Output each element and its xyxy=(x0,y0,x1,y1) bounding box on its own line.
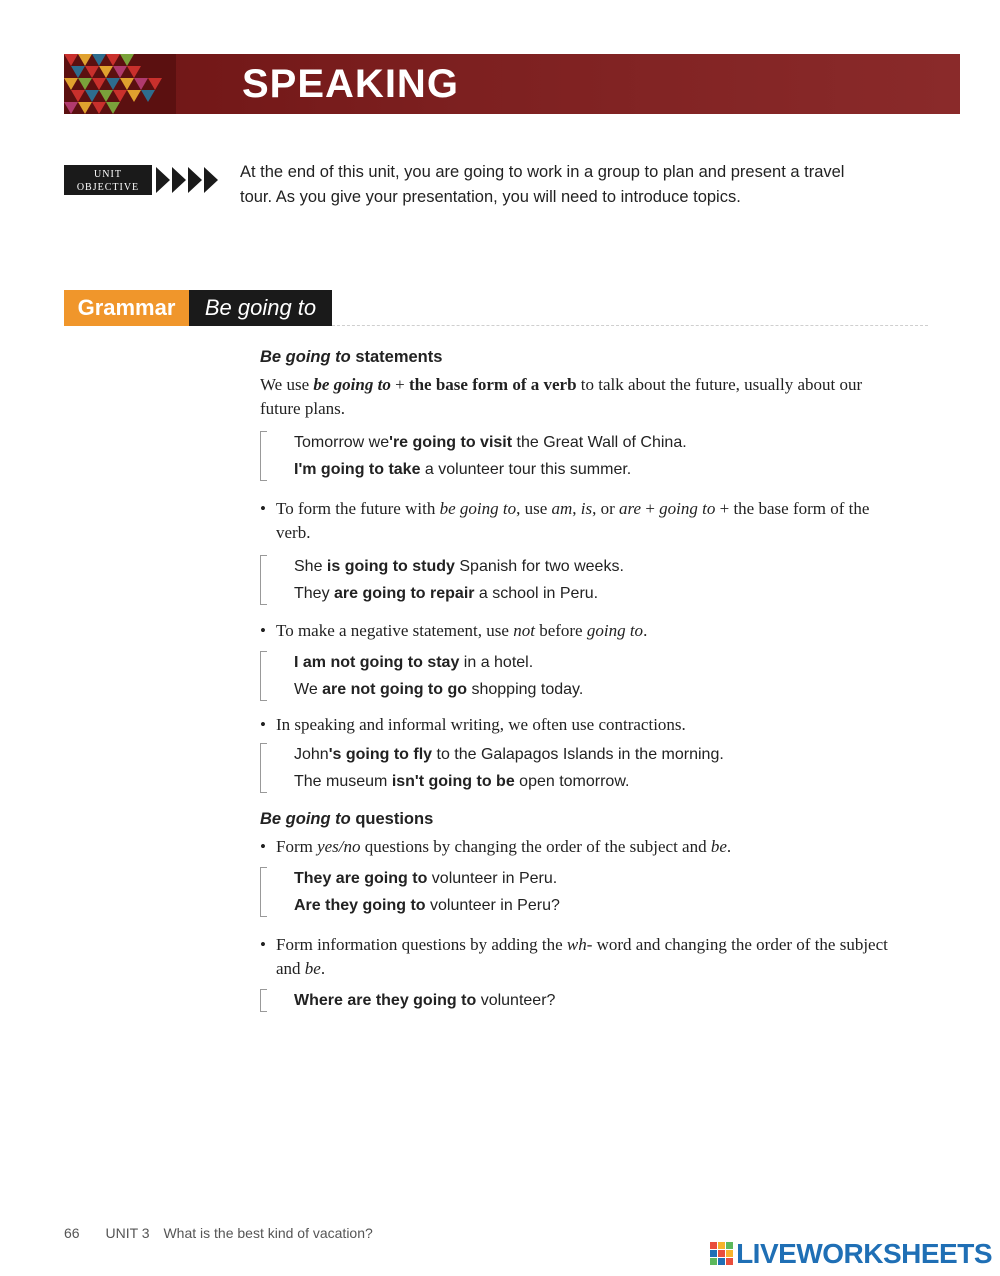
example-sentence: I'm going to take a volunteer tour this summer. xyxy=(294,461,632,478)
speaking-banner xyxy=(64,54,960,114)
bracket xyxy=(260,867,267,917)
example-sentence: I am not going to stay in a hotel. xyxy=(294,654,534,671)
example-sentence: We are not going to go shopping today. xyxy=(294,681,584,698)
arrows-icon xyxy=(156,167,218,193)
rule-bullet: • Form information questions by adding the wh- word and changing the order of the subject and be. xyxy=(260,933,900,981)
page-title: SPEAKING xyxy=(242,62,459,106)
grammar-content xyxy=(260,345,900,1014)
unit-objective-badge xyxy=(64,165,220,195)
grammar-label: Grammar xyxy=(64,290,189,326)
example-group xyxy=(260,987,900,1014)
example-sentence: Are they going to volunteer in Peru? xyxy=(294,897,560,914)
example-sentence: The museum isn't going to be open tomorrow. xyxy=(294,773,630,790)
rule-bullet: • To form the future with be going to, use am, is, or are + going to + the base form of the verb. xyxy=(260,497,900,545)
badge-line1: UNIT xyxy=(94,169,122,180)
example-group xyxy=(260,553,900,607)
rule-bullet: • Form yes/no questions by changing the order of the subject and be. xyxy=(260,835,900,859)
example-sentence: Tomorrow we're going to visit the Great Wall of China. xyxy=(294,434,687,451)
bracket xyxy=(260,555,267,605)
example-sentence: They are going to repair a school in Peru. xyxy=(294,585,599,602)
bracket xyxy=(260,651,267,701)
page-number: 66 xyxy=(64,1225,80,1241)
example-group xyxy=(260,429,900,483)
liveworksheets-watermark xyxy=(710,1238,992,1270)
example-sentence: John's going to fly to the Galapagos Islands in the morning. xyxy=(294,746,724,763)
unit-objective-text: At the end of this unit, you are going to work in a group to plan and present a travel tour. As you give your presentation, you will need to introduce topics. xyxy=(240,163,845,206)
watermark-text: LIVEWORKSHEETS xyxy=(736,1238,992,1269)
rule-bullet: • In speaking and informal writing, we often use contractions. xyxy=(260,713,900,737)
example-sentence: They are going to volunteer in Peru. xyxy=(294,870,558,887)
example-group xyxy=(260,649,900,703)
badge-line2: OBJECTIVE xyxy=(76,182,140,193)
page-footer xyxy=(64,1225,395,1241)
section-heading-statements: Be going to statements xyxy=(260,348,443,366)
rule-bullet: • To make a negative statement, use not before going to. xyxy=(260,619,900,643)
bracket xyxy=(260,989,267,1012)
unit-title: What is the best kind of vacation? xyxy=(163,1225,373,1241)
divider xyxy=(332,325,928,326)
intro-paragraph: We use be going to + the base form of a verb to talk about the future, usually about our future plans. xyxy=(260,375,863,418)
section-heading-questions: Be going to questions xyxy=(260,810,434,828)
grammar-topic: Be going to xyxy=(189,290,332,326)
bracket xyxy=(260,431,267,481)
bracket xyxy=(260,743,267,793)
example-group xyxy=(260,865,900,919)
example-sentence: She is going to study Spanish for two weeks. xyxy=(294,558,624,575)
banner-pattern-icon xyxy=(64,54,176,114)
example-sentence: Where are they going to volunteer? xyxy=(294,992,556,1009)
unit-label: UNIT 3 xyxy=(105,1225,150,1241)
liveworksheets-logo-icon xyxy=(710,1242,734,1266)
example-group xyxy=(260,741,900,795)
